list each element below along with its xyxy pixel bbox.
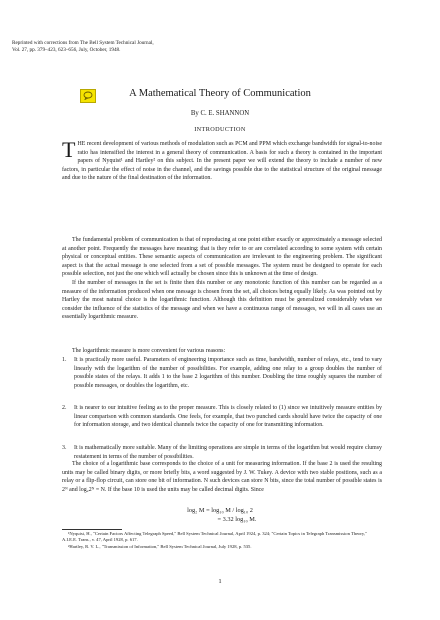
list-item-number: 2. <box>62 405 67 411</box>
reprint-notice <box>12 40 232 54</box>
list-item-text: It is practically more useful. Parameters of engineering importance such as time, bandwidth, number of relays, etc., tend to vary linearly with the logarithm of the number of possibilities. For example, adding one relay to a group doubles the number of possible states of the relays. It adds 1 to the base 2 logarithm of this number. Doubling the time roughly squares the number of possible messages, or doubles the logarithm, etc. <box>74 357 382 389</box>
paragraph-2 <box>62 236 382 322</box>
footnote-rule <box>62 529 122 530</box>
reprint-line-1: Reprinted with corrections from The Bell System Technical Journal, <box>12 40 154 46</box>
paragraph-2b-text: If the number of messages in the set is finite then this number or any monotonic function of this number can be regarded as a measure of the information produced when one message is chosen from the set, all choices being equally likely. As was pointed out by Hartley the most natural choice is the logarithmic function. Although this definition must be generalized considerably when we consider the influence of the statistics of the message and when we have a continuous range of messages, we will in all cases use an essentially logarithmic measure. <box>62 279 382 321</box>
page-number: 1 <box>218 578 222 585</box>
author-line: By C. E. SHANNON <box>190 110 250 117</box>
list-item-number: 1. <box>62 357 67 363</box>
list-item-text: It is nearer to our intuitive feeling as to the proper measure. This is closely related to (1) since we intuitively measure entities by linear comparison with common standards. One feels, for example, that two punched cards should have twice the capacity of one for information storage, and two identical channels twice the capacity of one for transmitting information. <box>74 405 382 429</box>
drop-cap: T <box>62 137 76 162</box>
paragraph-1-text: HE recent development of various methods of modulation such as PCM and PPM which exchange bandwidth for signal-to-noise ratio has intensified the interest in a general theory of communication. A basis for such a theory is contained in the important papers of Nyquist¹ and Hartley² on this subject. In the present paper we will extend the theory to include a number of new factors, in particular the effect of noise in the channel, and the savings possible due to the statistical structure of the original message and due to the nature of the final destination of the information. <box>62 141 382 182</box>
paper-title: A Mathematical Theory of Communication <box>129 88 311 99</box>
paragraph-2-text: The fundamental problem of communication is that of reproducing at one point either exactly or approximately a message selected at another point. Frequently the messages have meaning; that is they refer to or are correlated according to some system with certain physical or conceptual entities. These semantic aspects of communication are irrelevant to the engineering problem. The significant aspect is that the actual message is one selected from a set of possible messages. The system must be designed to operate for each possible selection, not just the one which will actually be chosen since this is unknown at the time of design. <box>62 237 382 278</box>
reprint-line-2: Vol. 27, pp. 379–423, 623–656, July, October, 1948. <box>12 47 121 53</box>
equation-line-1: log₂ M = log₁₀ M / log₁₀ 2 <box>187 507 253 514</box>
paragraph-1 <box>62 137 382 183</box>
list-item-number: 3. <box>62 445 67 451</box>
paragraph-3: The logarithmic measure is more convenient for various reasons: <box>72 348 226 354</box>
footnote-2: ²Hartley, R. V. L., "Transmission of Information," Bell System Technical Journal, July 1928, p. 535. <box>68 543 252 549</box>
footnotes <box>62 531 382 550</box>
list-item-text: It is mathematically more suitable. Many of the limiting operations are simple in terms of the logarithm but would require clumsy restatement in terms of the number of possibilities. <box>74 445 382 460</box>
equation-block <box>0 506 440 524</box>
section-heading: INTRODUCTION <box>194 126 246 133</box>
footnote-1: ¹Nyquist, H., "Certain Factors Affecting Telegraph Speed," Bell System Technical Journal, April 1924, p. 324; "Certain Topics in Telegraph Transmission Theory," A.I.E.E. Trans., v. 47, April 1928, p. 617. <box>62 531 367 543</box>
equation-line-2: = 3.32 log₁₀ M. <box>217 516 257 523</box>
paragraph-4: The choice of a logarithmic base corresponds to the choice of a unit for measuring information. If the base 2 is used the resulting units may be called binary digits, or more briefly bits, a word suggested by J. W. Tukey. A device with two stable positions, such as a relay or a flip-flop circuit, can store one bit of information. N such devices can store N bits, since the total number of possible states is 2ᴺ and log₂2ᴺ = N. If the base 10 is used the units may be called decimal digits. Since <box>62 461 382 493</box>
